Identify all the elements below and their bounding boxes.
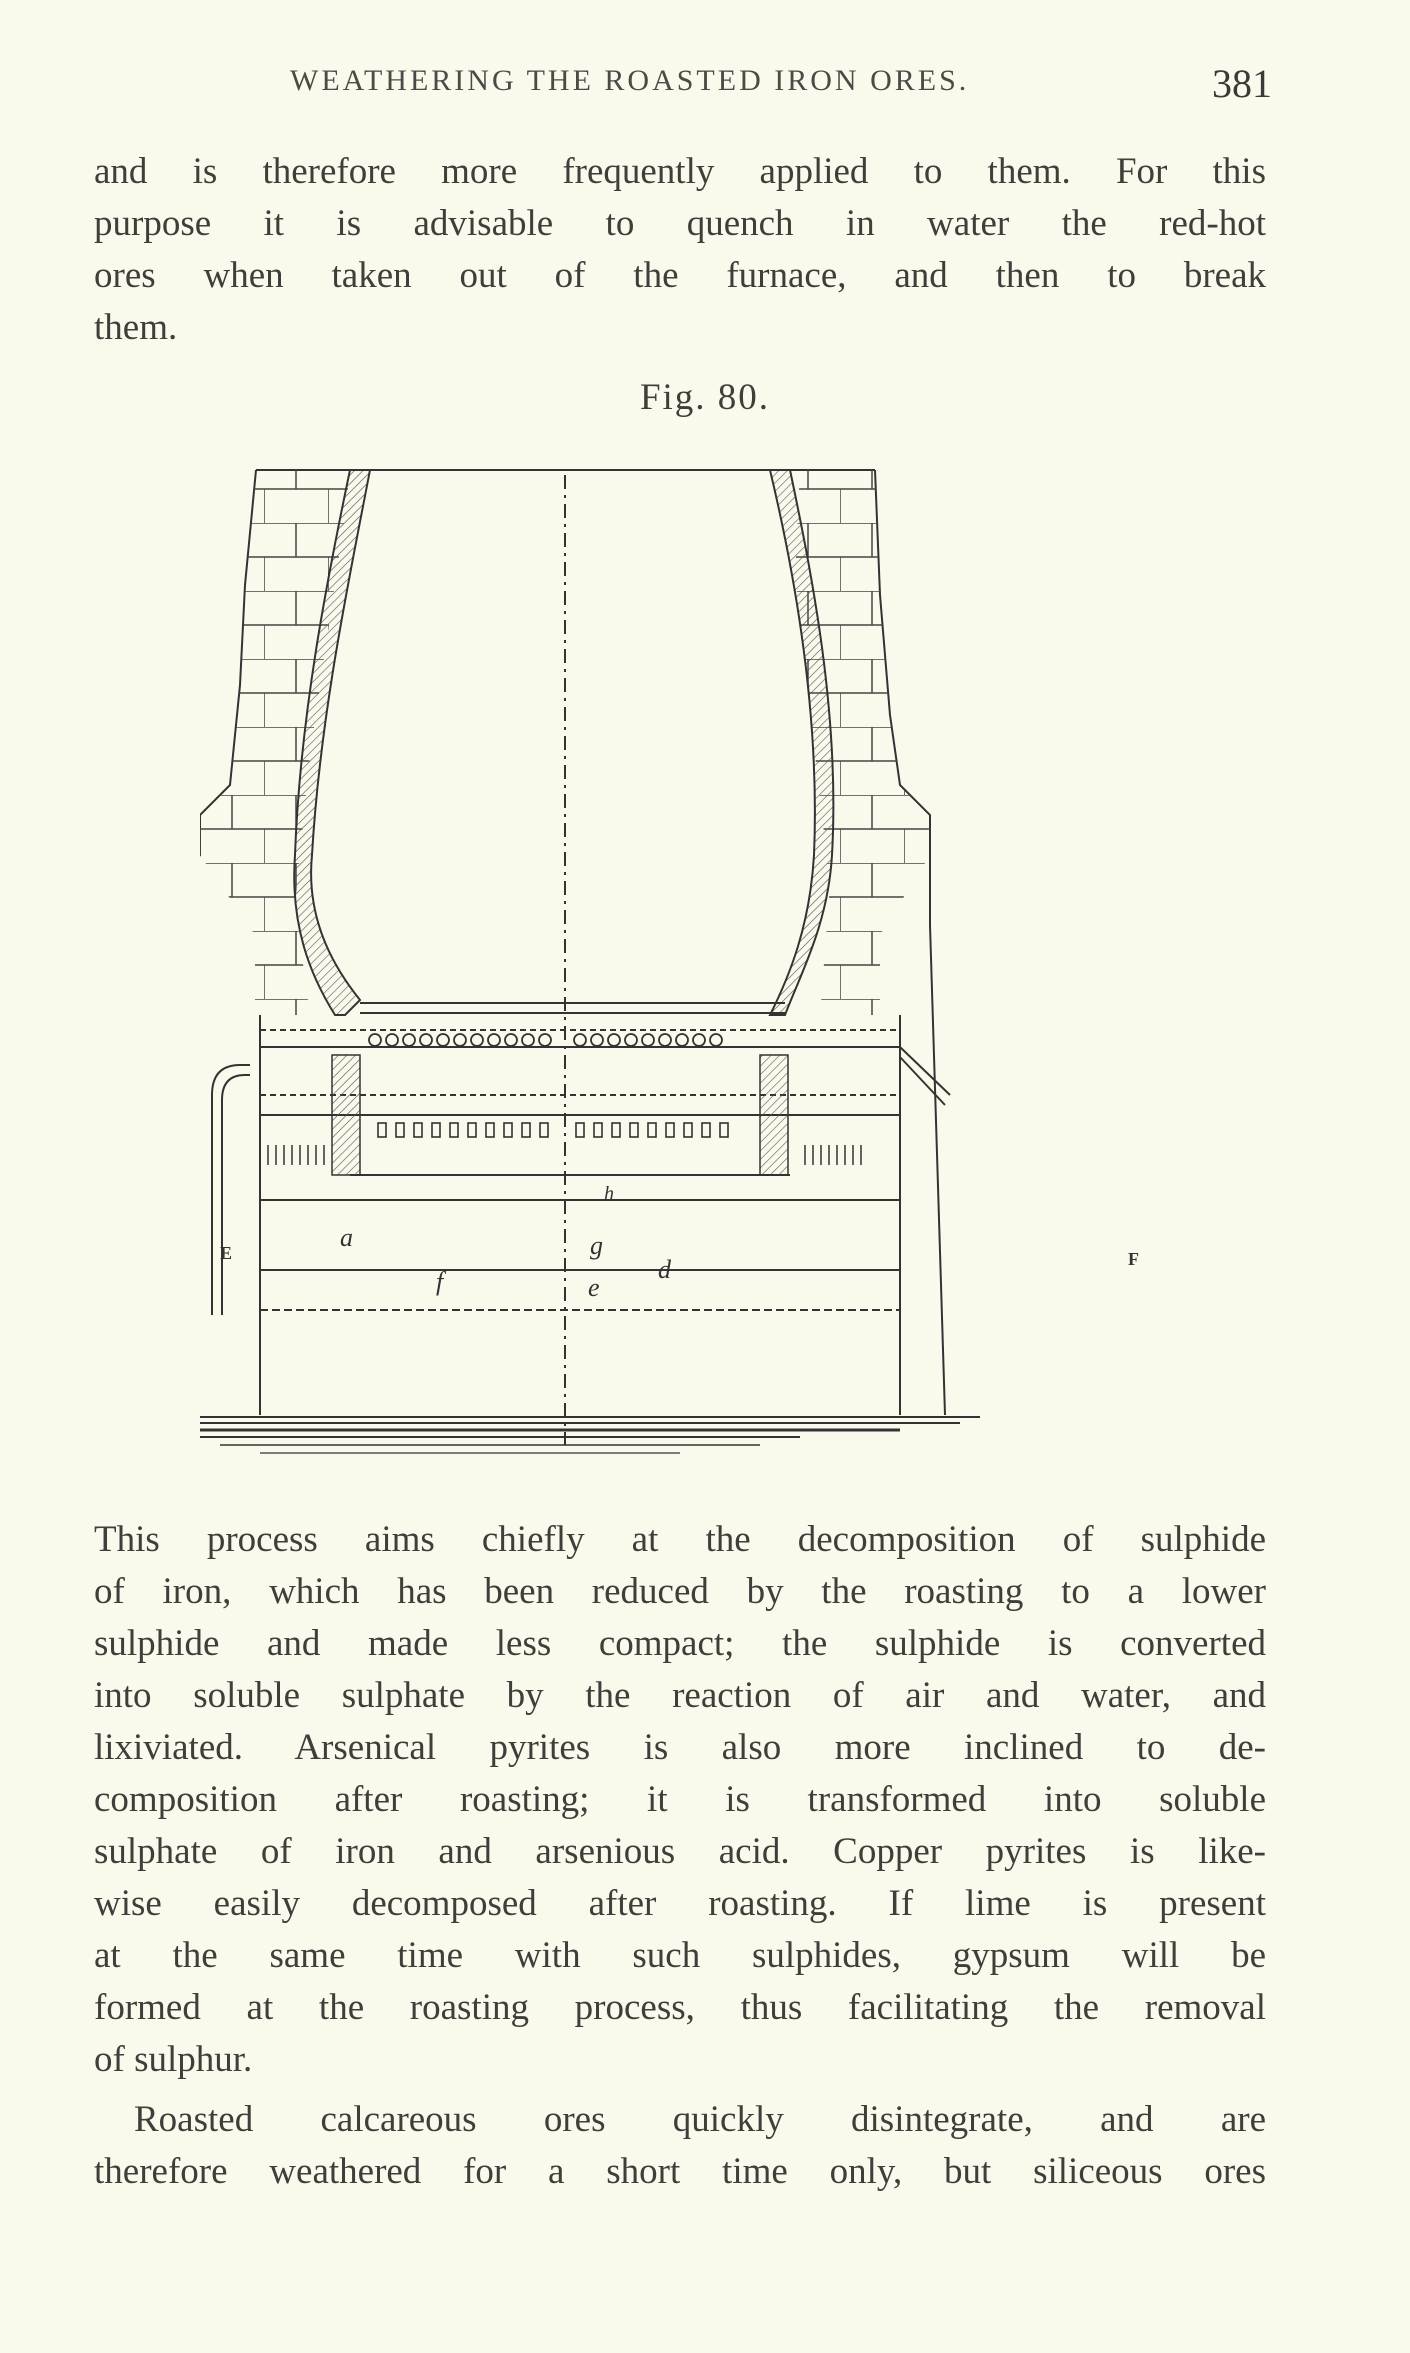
furnace-drawing: [200, 455, 1200, 1495]
text-line: ores when taken out of the furnace, and then to break: [94, 255, 1266, 296]
text-line: Roasted calcareous ores quickly disintegrate, and are: [134, 2099, 1266, 2140]
text-line: This process aims chiefly at the decomposition of sulphide: [94, 1519, 1266, 1560]
label-h: h: [604, 1183, 614, 1205]
page-number: 381: [1212, 61, 1272, 106]
intro-paragraph: [94, 146, 1266, 354]
text-line: composition after roasting; it is transformed into soluble: [94, 1779, 1266, 1820]
label-g: g: [590, 1231, 603, 1260]
running-title: WEATHERING THE ROASTED IRON ORES.: [290, 64, 970, 97]
text-line: wise easily decomposed after roasting. If lime is present: [94, 1883, 1266, 1924]
label-E: E: [220, 1243, 233, 1263]
text-line: sulphide and made less compact; the sulphide is converted: [94, 1623, 1266, 1664]
running-head: [0, 60, 1410, 110]
text-line: lixiviated. Arsenical pyrites is also more inclined to de-: [94, 1727, 1266, 1768]
body-paragraph-1: [94, 1514, 1266, 2086]
text-line: of iron, which has been reduced by the roasting to a lower: [94, 1571, 1266, 1612]
figure-caption: Fig. 80.: [639, 377, 771, 418]
label-F: F: [1128, 1249, 1139, 1269]
furnace-figure: [200, 455, 1200, 1495]
text-line: them.: [94, 307, 178, 348]
text-line: formed at the roasting process, thus facilitating the removal: [94, 1987, 1266, 2028]
text-line: therefore weathered for a short time only, but siliceous ores: [94, 2151, 1266, 2192]
text-line: at the same time with such sulphides, gypsum will be: [94, 1935, 1266, 1976]
text-line: and is therefore more frequently applied to them. For this: [94, 151, 1266, 192]
text-line: purpose it is advisable to quench in water the red-hot: [94, 203, 1266, 244]
label-e: e: [588, 1273, 600, 1302]
label-d: d: [658, 1255, 671, 1284]
text-line: of sulphur.: [94, 2039, 253, 2080]
label-f: f: [436, 1267, 444, 1296]
label-a: a: [340, 1223, 353, 1252]
body-paragraph-2: [94, 2094, 1266, 2198]
text-line: sulphate of iron and arsenious acid. Copper pyrites is like-: [94, 1831, 1266, 1872]
text-line: into soluble sulphate by the reaction of air and water, and: [94, 1675, 1266, 1716]
